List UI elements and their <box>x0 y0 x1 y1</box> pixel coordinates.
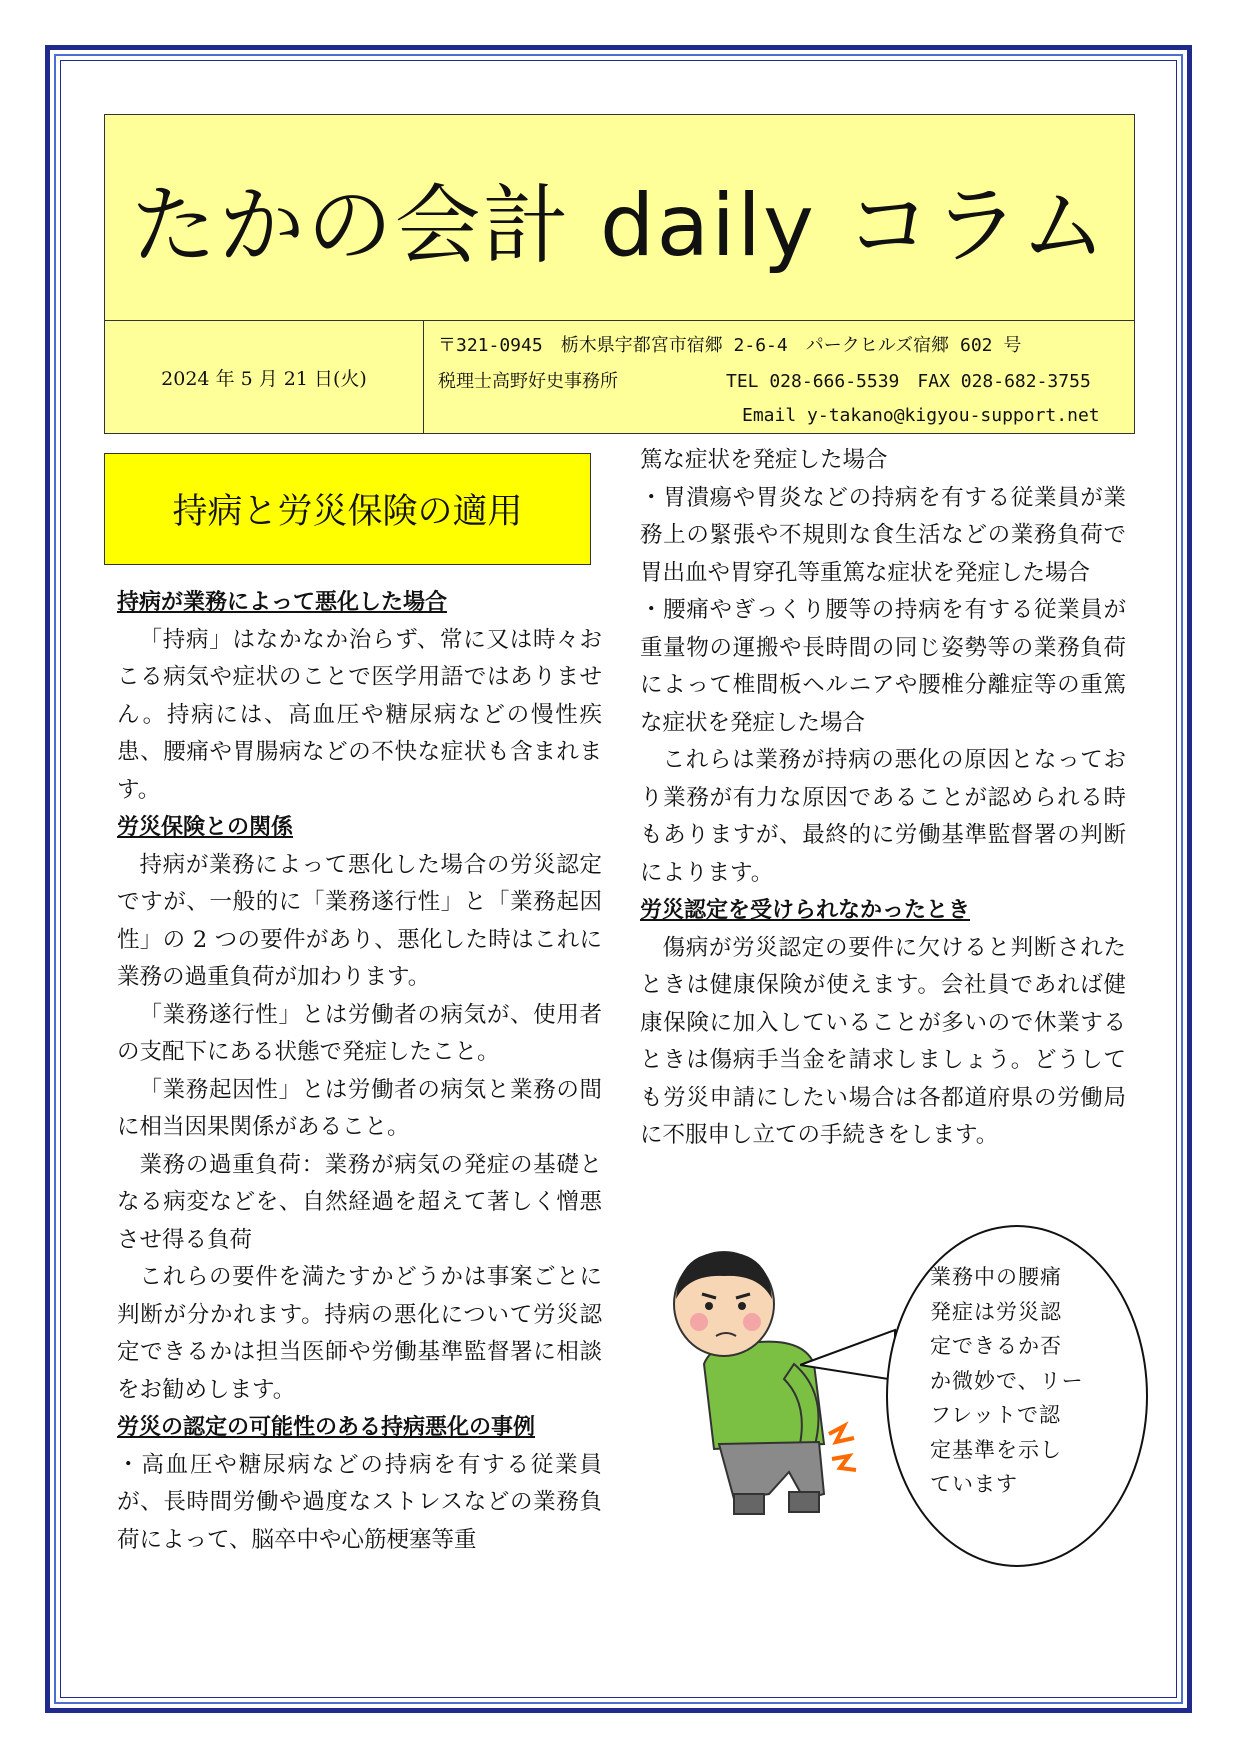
office-name: 税理士高野好史事務所 <box>438 371 618 392</box>
paragraph: 「業務起因性」とは労働者の病気と業務の間に相当因果関係があること。 <box>117 1076 602 1140</box>
bubble-line: フレットで認 <box>930 1403 1061 1427</box>
paragraph: 傷病が労災認定の要件に欠けると判断されたときは健康保険が使えます。会社員であれば健康保険に加入していることが多いので休業するときは傷病手当金を請求しましょう。どうしても労災申請にしたい場合は各都道府県の労働局に不服申し立ての手続きをします。 <box>640 934 1126 1148</box>
bubble-line: 定できるか否 <box>930 1334 1062 1358</box>
right-column <box>640 442 1126 1155</box>
address: 〒321-0945 栃木県宇都宮市宿郷 2-6-4 パークヒルズ宿郷 602 号 <box>438 335 1022 356</box>
paragraph: 「持病」はなかなか治らず、常に又は時々おこる病気や症状のことで医学用語ではありません。持病には、高血圧や糖尿病などの慢性疾患、腰痛や胃腸病などの不快な症状も含まれます。 <box>117 626 602 803</box>
tel-fax: TEL 028-666-5539 FAX 028-682-3755 <box>726 371 1091 392</box>
paragraph: 「業務遂行性」とは労働者の病気が、使用者の支配下にある状態で発症したこと。 <box>117 1001 602 1065</box>
bubble-line: 定基準を示し <box>930 1437 1062 1462</box>
paragraph: 持病が業務によって悪化した場合の労災認定ですが、一般的に「業務遂行性」と「業務起因性」の 2 つの要件があり、悪化した時はこれに業務の過重負荷が加わります。 <box>117 851 602 990</box>
contact-info <box>424 321 1134 434</box>
section-heading: 持病が業務によって悪化した場合 <box>117 590 448 615</box>
paragraph: これらの要件を満たすかどうかは事案ごとに判断が分かれます。持病の悪化について労災認定できるかは担当医師や労働基準監督署に相談をお勧めします。 <box>117 1264 602 1403</box>
bubble-line: 業務中の腰痛 <box>930 1265 1062 1289</box>
bullet-item: 篤な症状を発症した場合 <box>640 447 888 473</box>
bullet-item: ・胃潰瘍や胃炎などの持病を有する従業員が業務上の緊張や不規則な食生活などの業務負荷で胃出血や胃穿孔等重篤な症状を発症した場合 <box>640 484 1126 586</box>
bubble-line: 発症は労災認 <box>930 1299 1062 1324</box>
header-info-row <box>105 320 1134 434</box>
email: Email y-takano@kigyou-support.net <box>742 405 1100 426</box>
bubble-line: か微妙で、リー <box>930 1368 1084 1393</box>
bullet-item: ・高血圧や糖尿病などの持病を有する従業員が、長時間労働や過度なストレスなどの業務負荷によって、脳卒中や心筋梗塞等重 <box>117 1451 602 1553</box>
section-heading: 労災保険との関係 <box>117 815 294 840</box>
paragraph: これらは業務が持病の悪化の原因となっており業務が有力な原因であることが認められる時もありますが、最終的に労働基準監督署の判断によります。 <box>640 747 1126 886</box>
section-heading: 労災認定を受けられなかったとき <box>640 898 971 923</box>
left-column <box>117 584 602 1559</box>
newsletter-title: たかの会計 daily コラム <box>130 175 1109 276</box>
paragraph: 業務の過重負荷：業務が病気の発症の基礎となる病変などを、自然経過を超えて著しく憎悪させ得る負荷 <box>117 1151 602 1253</box>
newsletter-header <box>104 114 1135 434</box>
bubble-tail <box>800 1325 900 1385</box>
section-heading: 労災の認定の可能性のある持病悪化の事例 <box>117 1415 536 1440</box>
issue-date: 2024 年 5 月 21 日(火) <box>105 321 424 434</box>
topic-title: 持病と労災保険の適用 <box>104 453 591 565</box>
bubble-line: ています <box>930 1472 1018 1496</box>
speech-bubble-text <box>930 1260 1105 1502</box>
bullet-item: ・腰痛やぎっくり腰等の持病を有する従業員が重量物の運搬や長時間の同じ姿勢等の業務負荷によって椎間板ヘルニアや腰椎分離症等の重篤な症状を発症した場合 <box>640 597 1126 736</box>
